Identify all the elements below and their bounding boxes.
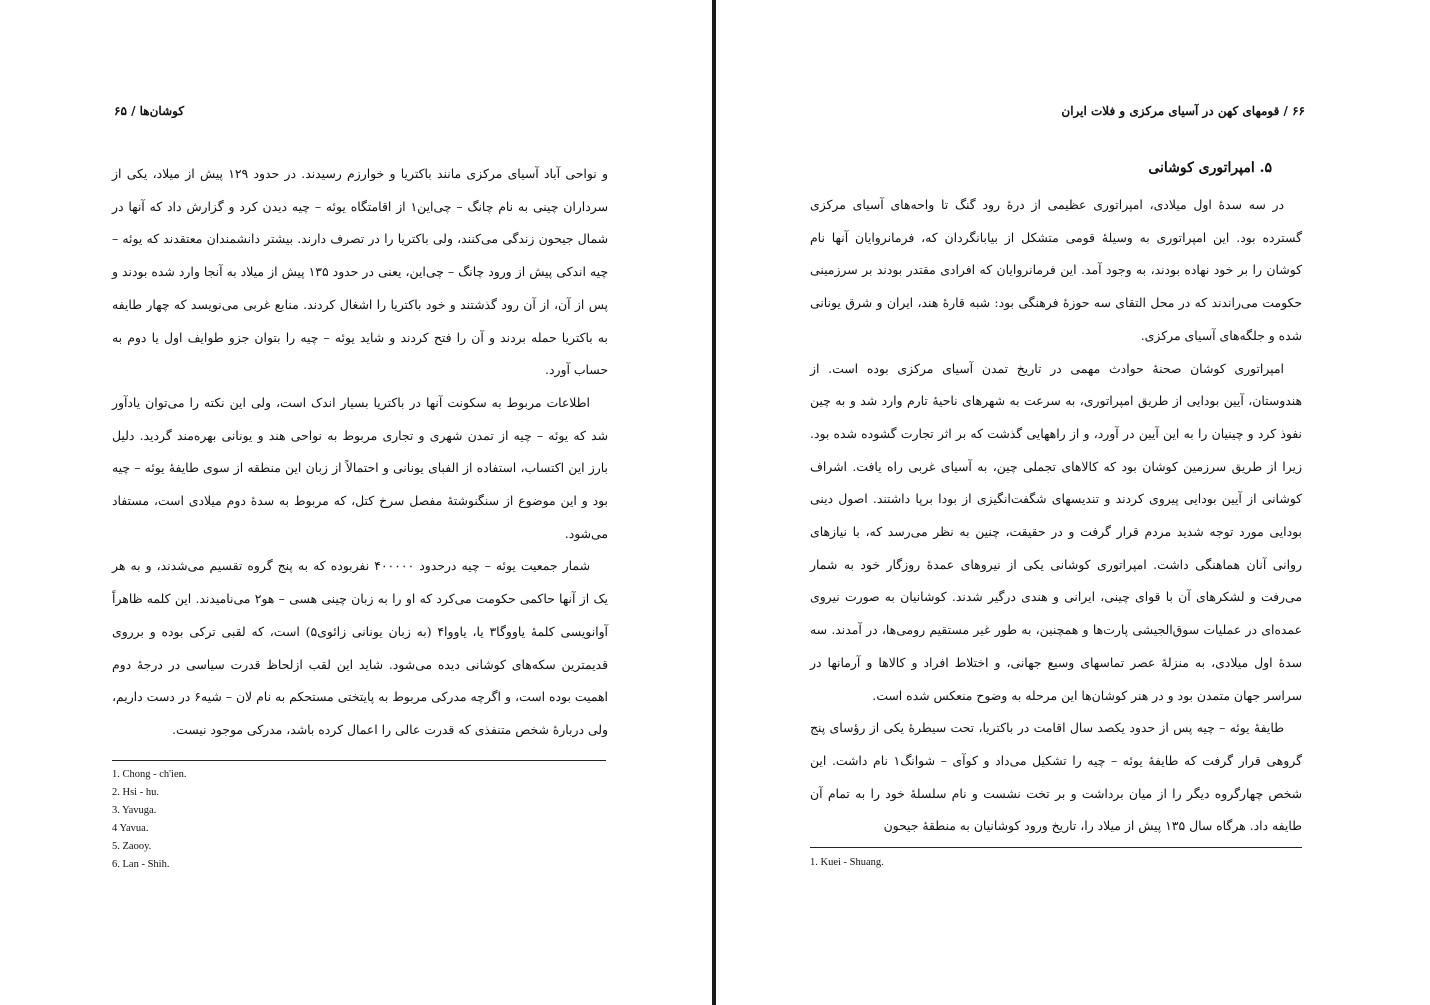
footnotes [810, 854, 884, 872]
left-page [0, 0, 712, 1005]
footnote: 4 Yavua. [112, 823, 149, 834]
right-page [718, 0, 1430, 1005]
footnote: 1. Chong - ch'ien. [112, 769, 187, 780]
footnotes [112, 766, 187, 874]
paragraph: در سه سدهٔ اول میلادی، امپراتوری عظیمی از درهٔ رود گنگ تا واحه‌های آسیای مرکزی گسترده بود. این امپراتوری به وسیلهٔ قومی متشکل از بیابانگردان که، فرمانروایان آنها نام کوشان را بر خود نهاده بودند، به وجود آمد. این فرمانروایان که افرادی مقتدر بودند بر سرزمینی حکومت می‌راندند که در محل التقای سه حوزهٔ فرهنگی بود: شبه قارهٔ هند، ایران و شرق یونانی شده و جلگه‌های آسیای مرکزی. [810, 197, 1302, 343]
page-header: ۶۶ / قومهای کهن در آسیای مرکزی و فلات ایران [1061, 104, 1305, 118]
book-spine [712, 0, 716, 1005]
footnote-divider [810, 847, 1302, 848]
page-header: کوشان‌ها / ۶۵ [114, 104, 185, 118]
paragraph: امپراتوری کوشان صحنهٔ حوادث مهمی در تاریخ تمدن آسیای مرکزی بوده است. از هندوستان، آیین بودایی از طریق امپراتوری، به سرعت به شهرهای ناحیهٔ تارم وارد شد و به چین نفوذ کرد و چینیان را به این آیین در آورد، و از راههایی گذشت که بر اثر تجارت گشوده شده بود. زیرا از طریق سرزمین کوشان بود که کالاهای تجملی چین، به آسیای غربی راه یافت. اشراف کوشانی از آیین بودایی پیروی کردند و تندیسهای شگفت‌انگیزی از بودا برپا داشتند. اصول دینی بودایی مورد توجه شدید مردم قرار گرفت و در حقیقت، چنین به نظر می‌رسد که، با نیازهای روانی آنان هماهنگی داشت. امپراتوری کوشانی یکی از نیروهای عمدهٔ روزگار خود به شمار می‌رفت و لشکرهای آن با قوای چینی، ایرانی و هندی درگیر شدند. کوشانیان به صورت نیروی عمده‌ای در عملیات سوق‌الجیشی پارت‌ها و همچنین، به طور غیر مستقیم رومی‌ها، در آمدند. سه سدهٔ اول میلادی، به منزلهٔ عصر تماسهای وسیع جهانی، و اختلاط افراد و کالاها و آرمانها در سراسر جهان متمدن بود و در هنر کوشان‌ها این مرحله به وضوح منعکس شده است. [810, 360, 1302, 703]
footnote: 5. Zaooy. [112, 841, 152, 852]
footnote: 6. Lan - Shih. [112, 859, 170, 870]
paragraph: اطلاعات مربوط به سکونت آنها در باکتریا بسیار اندک است، ولی این نکته را می‌توان یادآور شد که یوئه – چیه از تمدن شهری و تجاری مربوط به نواحی هند و یونانی بهره‌مند گردید. دلیل بارز این اکتساب، استفاده از الفبای یونانی و احتمالاً از زبان این منطقه از سوی طایفهٔ یوئه – چیه بود و این موضوع از سنگنوشتهٔ مفصل سرخ کتل، که مربوط به سدهٔ دوم میلادی است، مستفاد می‌شود. [112, 394, 608, 541]
footnote-divider [112, 760, 606, 761]
paragraph: و نواحی آباد آسیای مرکزی مانند باکتریا و خوارزم رسیدند. در حدود ۱۲۹ پیش از میلاد، یکی از سرداران چینی به نام چانگ – چی‌این۱ از اقامتگاه یوئه – چیه دیدن کرد و گزارش داد که آنها در شمال جیحون زندگی می‌کنند، ولی باکتریا را در تصرف دارند. بیشتر دانشمندان معتقدند که یوئه – چیه اندکی پیش از ورود چانگ – چی‌این، یعنی در حدود ۱۳۵ پیش از میلاد به آنجا وارد شده بودند و پس از آن، از آن رود گذشتند و خود باکتریا را اشغال کردند. منابع غربی می‌نویسد که چهار طایفه به باکتریا حمله بردند و آن را فتح کردند و شاید یوئه – چیه را بتوان جزو طوایف اول یا دوم به حساب آورد. [112, 166, 608, 378]
body-text [810, 189, 1302, 843]
footnote: 3. Yavuga. [112, 805, 157, 816]
footnote: 1. Kuei - Shuang. [810, 857, 884, 868]
paragraph: شمار جمعیت یوئه – چیه درحدود ۴۰۰۰۰۰ نفربوده که به پنج گروه تقسیم می‌شدند، و به هر یک از آنها حاکمی حکومت می‌کرد که او را به زبان چینی هسی – هو۲ می‌نامیدند. این کلمه ظاهراً آوانویسی کلمهٔ یاووگا۳ یا، یاووا۴ (به زبان یونانی زائوی۵) است، که لقبی ترکی بوده و برروی قدیمترین سکه‌های کوشانی دیده می‌شود. شاید این لقب ازلحاظ قدرت سیاسی در درجهٔ دوم اهمیت بوده است، و اگرچه مدرکی مربوط به پایتختی مستحکم به نام لان – شیه۶ در دست داریم، ولی دربارهٔ شخص متنفذی که قدرت عالی را اعمال کرده باشد، مدرکی موجود نیست. [112, 558, 609, 737]
paragraph: طایفهٔ یوئه – چیه پس از حدود یکصد سال اقامت در باکتریا، تحت سیطرهٔ یکی از رؤسای پنج گروهی قرار گرفت که طایفهٔ یوئه – چیه را تشکیل می‌داد و کوآی – شوانگ۱ نام داشت. این شخص چهارگروه دیگر را از میان برداشت و بر تخت نشست و نام سلسلهٔ خود را به تمام آن طایفه داد. هرگاه سال ۱۳۵ پیش از میلاد را، تاریخ ورود کوشانیان به منطقهٔ جیحون [810, 720, 1302, 834]
body-text [112, 158, 608, 747]
footnote: 2. Hsi - hu. [112, 787, 159, 798]
section-title: ۵. امپراتوری کوشانی [1148, 160, 1272, 176]
